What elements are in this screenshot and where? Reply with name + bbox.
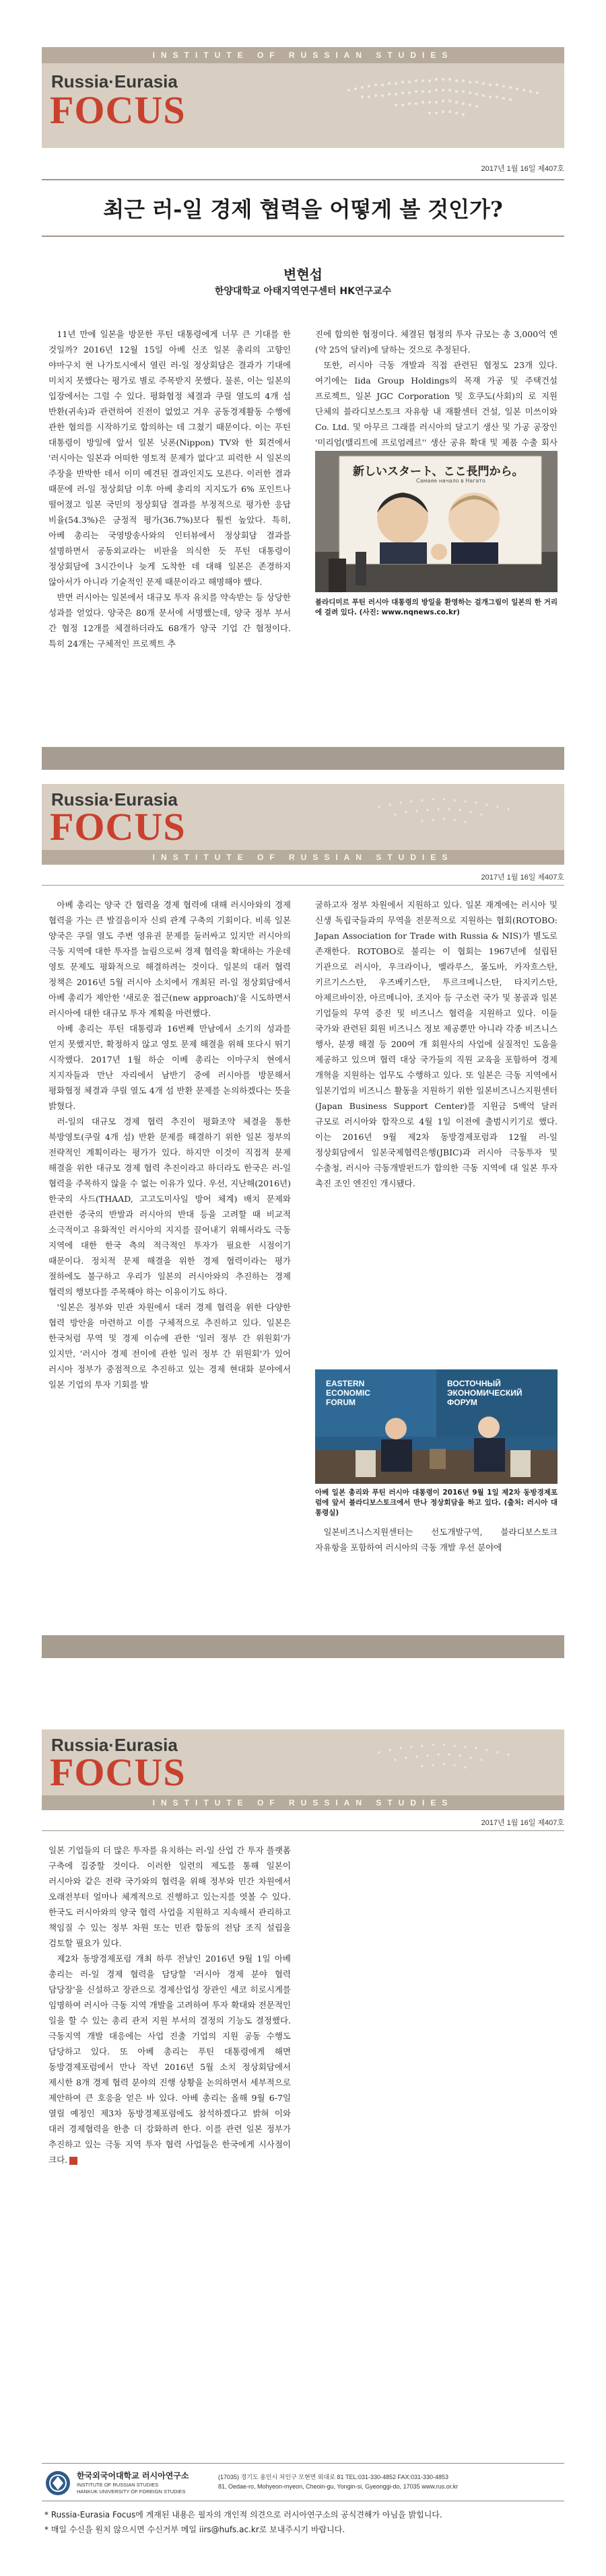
paragraph: 반면 러시아는 일본에서 대규모 투자 유치를 약속받는 등 상당한 성과를 얻었다. 양국은 80개 문서에 서명했는데, 양국 정부 부서 간 협정 12개를 체결하더라도 68개가 양국 기업 간 협정이다. 특히 24개는 구체적인 프로젝트 추 (48, 592, 291, 649)
forum-sign-line: FORUM (326, 1398, 356, 1407)
paragraph: 굴하고자 정부 차원에서 지원하고 있다. 일본 재계에는 러시아 및 신생 독립국들과의 무역을 전문적으로 지원하는 협회(ROTOBO: Japan Association for Trade with Russia & NIS)가 별도로 존재한다. ROTOBO로 불리는 이 협회는 1967년에 설립된 기관으로 러시아, 우크라이나, 벨라루스, 몰도바, 카자흐스탄, 키르기스스탄, 우즈베키스탄, 투르크메니스탄, 타지키스탄, 아제르바이잔, 아르메니아, 조지아 등 구소련 국가 및 몽골과 일본 기업들의 무역 증진 및 비즈니스 협력을 지원하고 있다. 이들 국가와 관련된 회원 비즈니스 정보 제공뿐만 아니라 각종 비즈니스 행사, 분쟁 해결 등 200여 개 회원사의 사업에 실질적인 도움을 제공하고 있으며 협력 대상 국가들의 직원 교육을 포함하여 경제 개혁을 지원하는 업무도 수행하고 있다. 또 일본은 극동 지역에서 일본기업의 비즈니스 활동을 지원하기 위한 일본비즈니스지원센터(Japan Business Support Center)를 지원금 5백억 달러 규모로 러시아와 합작으로 4월 1일 이전에 출범시키기로 했다. 이는 2016년 9월 제2차 동방경제포럼과 12월 러-일 정상회담에서 일본국제협력은행(JBIC)과 러시아 극동투자 및 수출청, 러시아 극동개발펀드가 합의한 극동 지역에 대 일본 투자 촉진 조인 엔진인 개시됐다. (315, 900, 558, 1188)
page-1 (42, 47, 564, 734)
photo-banner-text: 新しいスタート、ここ長門から。 (353, 465, 524, 478)
page-2 (42, 784, 564, 1632)
issue-line: 2017년 1월 16일 제407호 (481, 873, 564, 882)
masthead-2 (42, 784, 564, 865)
paragraph: 일본 기업들의 더 많은 투자를 유치하는 러-일 산업 간 투자 플랫폼 구축에 집중할 것이다. 이러한 일련의 제도를 통해 일본이 러시아와 같은 전략 국가와의 협력을 위해 정부와 민간 차원에서 오래전부터 얼마나 체계적으로 진행하고 있는지를 엿볼 수 있다. 한국도 러시아와의 양국 협력 사업을 지원하고 지속해서 관리하고 책임질 수 있는 정부 차원 또는 민관 합동의 전담 조직 설립을 검토할 필요가 있다. (48, 1845, 291, 1948)
page3-left-column (48, 1842, 291, 2314)
world-map-pattern (335, 70, 558, 137)
page1-photo-caption: 블라디미르 푸틴 러시아 대통령의 방일을 환영하는 걸개그림이 일본의 한 거리에 걸려 있다. (사진: www.nqnews.co.kr) (315, 598, 558, 616)
forum-sign-line: ВОСТОЧНЫЙ (447, 1379, 501, 1388)
institute-logo-icon (44, 2470, 71, 2497)
page-separator-1 (42, 747, 564, 770)
forum-sign-line: ФОРУМ (447, 1398, 477, 1407)
brand-line: Russia·Eurasia (51, 1735, 178, 1755)
page1-left-column (48, 326, 291, 730)
page2-left-column (48, 897, 291, 1627)
masthead-strip: INSTITUTE OF RUSSIAN STUDIES (42, 47, 564, 63)
brand-main: FOCUS (50, 1750, 186, 1794)
institute-name-en-line: HANKUK UNIVERSITY OF FOREIGN STUDIES (77, 2489, 186, 2495)
brand-main: FOCUS (50, 88, 186, 132)
masthead-3 (42, 1729, 564, 1810)
page2-rule (42, 885, 564, 886)
masthead-strip: INSTITUTE OF RUSSIAN STUDIES (42, 850, 564, 865)
paragraph: 또한, 러시아 극동 개발과 직접 관련된 협정도 23개 있다. 여기에는 Iida Group Holdings의 목재 가공 및 주택건설 프로젝트, 일본 JGC Corporation 및 호쿠도(사회)의 로 지원 단체의 블라디보스토크 자유항 내 재활센터 건설, 일본 미쓰이와 Co. Ltd. 및 아무르 그래를 러시아의 달고기 생산 및 가공 공장인 '미리엄(밸리트에 프로엄레르'' 생산 공유 확대 및 제품 수출 회사 (315, 360, 558, 448)
paragraph-with-end-mark (48, 1951, 291, 2168)
institute-name-en-line: INSTITUTE OF RUSSIAN STUDIES (77, 2482, 159, 2488)
unsubscribe-note: * 매일 수신을 원치 않으시면 수신거부 메일 iirs@hufs.ac.kr로 보내주시기 바랍니다. (44, 2525, 345, 2534)
author-name: 변현섭 (283, 266, 323, 283)
title-rule-bottom (42, 236, 564, 237)
paragraph: 11년 만에 일본을 방문한 푸틴 대통령에게 너무 큰 기대를 한 것일까? 2016년 12월 15일 아베 신조 일본 총리의 고향인 야마구치 현 나가토시에서 열린 러-일 정상회담은 결과가 기대에 미치지 못했다는 평가로 별로 주목받지 못했다. 물론, 이는 일본의 입장에서는 그럴 수 있다. 평화협정 체결과 쿠릴 열도의 4개 섬 반환(귀속)과 관련하여 진전이 없었고 겨우 공동경제활동 수행에 관한 협의를 시작하기로 합의하는 데 그쳤기 때문이다. 이는 푸틴 대통령이 방일에 앞서 일본 닛폰(Nippon) TV와 한 회견에서 '러시아는 일본과 어떠한 영토적 문제가 없다'고 피력한 서 일본의 주장을 반박한 데서 이미 예견된 결과인지도 모른다. 이러한 결과 때문에 러-일 정상회담 이후 아베 총리의 지지도가 6% 포인트나 떨어졌고 일본 국민의 정상회담 결과를 부정적으로 평가한 응답 비율(54.3%)은 긍정적 평가(36.7%)보다 훨씬 높았다. 특히, 아베 총리는 국영방송사와의 인터뷰에서 정상회담 결과를 설명하면서 공동외교라는 비판을 의식한 듯 푸틴 대통령이 정상회담에 3시간이나 늦게 도착한 데 대해 일본은 존경하지 않아서가 아니라 기술적인 문제 때문이라고 해명해야 했다. (48, 329, 291, 587)
page1-photo (315, 451, 558, 592)
forum-sign-line: ECONOMIC (326, 1388, 370, 1398)
page-3 (42, 1729, 564, 2571)
issue-line: 2017년 1월 16일 제407호 (481, 165, 564, 173)
forum-sign-ru (447, 1379, 523, 1407)
page2-right-column-bottom (315, 1524, 558, 1565)
masthead-strip: INSTITUTE OF RUSSIAN STUDIES (42, 1795, 564, 1810)
paragraph: 아베 총리는 양국 간 협력을 경제 협력에 대해 러시아와의 경제 협력을 가는 큰 발걸음이자 신뢰 관계 구축의 기회이다. 비록 일본 양국은 쿠릴 열도 주변 영유권 문제를 둘러싸고 있지만 러시아의 극동 지역에 대한 투자를 늘림으로써 경제 협력을 확대하는 가운데 영토 문제도 평화적으로 해결하려는 것이다. 일본의 대러 협력 정책은 2016년 5월 러시아 소치에서 개최된 러-일 정상회담에서 아베 총리가 제안한 '새로운 접근(new approach)'을 시도하면서 러시아에 대한 대규모 투자 계획을 마련했다. (48, 900, 291, 1018)
photo-banner-sub: Самаяе начало в Нагато (416, 478, 485, 484)
paragraph: 일본비즈니스지원센터는 선도개발구역, 블라디보스토크 자유항을 포함하여 러시아의 극동 개발 우선 분야에 (315, 1527, 558, 1552)
forum-sign-line: EASTERN (326, 1379, 365, 1388)
institute-name-ko: 한국외국어대학교 러시아연구소 (77, 2471, 189, 2480)
institute-address (218, 2472, 458, 2491)
page3-rule (42, 1830, 564, 1831)
page-separator-2 (42, 1635, 564, 1658)
page2-photo-caption: 아베 일본 총리와 푸틴 러시아 대통령이 2016년 9월 1일 제2차 동방경제포럼에 앞서 블라디보스토크에서 만나 정상회담을 하고 있다. (출처: 러시아 대통령실) (315, 1489, 558, 1517)
world-map-pattern (335, 791, 558, 845)
title-rule-top (42, 179, 564, 180)
paragraph: 아베 총리는 푸틴 대통령과 16번째 만남에서 소기의 성과를 얻지 못했지만, 확정하지 않고 영토 문제 해결을 위해 또다시 뛰기 시작했다. 2017년 1월 하순 이베 총리는 이마구치 현에서 지지자들과 만난 자리에서 남반기 중에 러시아를 방문해서 평화협정 체결과 쿠릴 열도 4개 섬 반환 문제를 논의하겠다는 뜻을 밝혔다. (48, 1024, 291, 1111)
page2-right-column-top (315, 897, 558, 1365)
end-mark-icon: R (69, 2157, 77, 2165)
world-map-pattern (335, 1736, 558, 1790)
footer-rule (42, 2463, 564, 2464)
disclaimer-note: * Russia-Eurasia Focus에 게재된 내용은 필자의 개인적 의견으로 러시아연구소의 공식견해가 아님을 밝힙니다. (44, 2510, 442, 2519)
forum-sign-line: ЭКОНОМИЧЕСКИЙ (447, 1388, 523, 1398)
brand-line: Russia·Eurasia (51, 789, 178, 810)
article-title: 최근 러-일 경제 협력을 어떻게 볼 것인가? (103, 196, 503, 222)
paragraph: 제2차 동방경제포럼 개최 하루 전날인 2016년 9월 1일 아베 총리는 러-일 경제 협력을 담당할 '러시아 경제 분야 협력 담당장'을 신설하고 장관으로 경제산업성 장관인 세코 히로시게를 임명하여 러시아 극동 지역 개발을 고려하여 투자 확대와 전문적인 일을 할 수 있는 총리 관저 지원 부서의 결정의 기능도 결정했다. 극동지역 개발 대응에는 사업 진출 기업의 지원 공동 수행도 담당하고 있다. 또 아베 총리는 푸틴 대통령에게 해면 동방경제포럼에서 만나 작년 2016년 5월 소치 정상회담에서 제시한 8개 경제 협력 분야의 진행 상황을 논의하면서 세부적으로 제안하여 큰 호응을 얻은 바 있다. 아베 총리는 올해 9월 6-7일 열릴 예정인 제3차 동방경제포럼에도 참석하겠다고 밝혀 이와 대러 경제협력을 한층 더 강화하려 한다. 이를 관련 일본 정부가 추진하고 있는 극동 지역 투자 협력 사업들은 한국에게 시사점이 크다. (48, 1954, 291, 2165)
issue-line: 2017년 1월 16일 제407호 (481, 1819, 564, 1827)
brand-line: Russia·Eurasia (51, 71, 178, 92)
paragraph: '일본은 정부와 민관 차원에서 대러 경제 협력을 위한 다양한 협력 방안을 마련하고 이를 구체적으로 추진하고 있다. 일본은 한국처럼 무역 및 경제 이슈에 관한 '일러 정부 간 위원회'가 있지만, '러시아 경제 전이에 관한 일러 정부 간 위원회'가 있어 러시아 정부가 중점적으로 추진하고 있는 경제 현대화 분야에서 일본 기업의 투자 기회를 발 (48, 1302, 291, 1390)
address-line-ko: (17035) 경기도 용인시 처인구 모현면 외대로 81 TEL:031-330-4852 FAX:031-330-4853 (218, 2474, 449, 2480)
page2-photo (315, 1369, 558, 1484)
paragraph: 진에 합의한 협정이다. 체결된 협정의 투자 규모는 총 3,000억 엔(약 25억 달러)에 달하는 것으로 추정된다. (315, 329, 558, 355)
author-affiliation: 한양대학교 아태지역연구센터 HK연구교수 (214, 286, 392, 297)
institute-name-en (77, 2482, 186, 2495)
paragraph: 러-일의 대규모 경제 협력 추진이 평화조약 체결을 통한 북방영토(쿠릴 4개 섬) 반환 문제를 해결하기 위한 일본 정부의 전략적인 계획이라는 평가가 있다. 하지만 이것이 직접적 문제 해결을 위한 대규모 경제 협력 추진이라고 하더라도 한국은 러-일 협력을 주목하지 않을 수 없는 이유가 있다. 우선, 지난해(2016년) 한국의 사드(THAAD, 고고도미사일 방어 체계) 배치 문제와 관련한 중국의 반발과 러시아의 반대 등을 고려할 때 비교적 소극적이고 유화적인 러시아의 지지를 끌어내기 위해서라도 극동 지역에 대한 한국 측의 적극적인 투자가 필요한 시점이기 때문이다. 정치적 문제 해결을 위한 경제 협력이라는 평가 절하에도 불구하고 우리가 일본의 러시아와의 추진하는 경제 협력의 행보다를 주목해야 하는 이유이기도 하다. (48, 1116, 291, 1297)
brand-main: FOCUS (50, 805, 186, 849)
page1-right-column (315, 326, 558, 448)
masthead-1 (42, 47, 564, 148)
address-line-en: 81, Oedae-ro, Mohyeon-myeon, Cheoin-gu, Yongin-si, Gyeonggi-do, 17035 www.rus.or.kr (218, 2483, 459, 2490)
forum-sign-en (326, 1379, 370, 1407)
